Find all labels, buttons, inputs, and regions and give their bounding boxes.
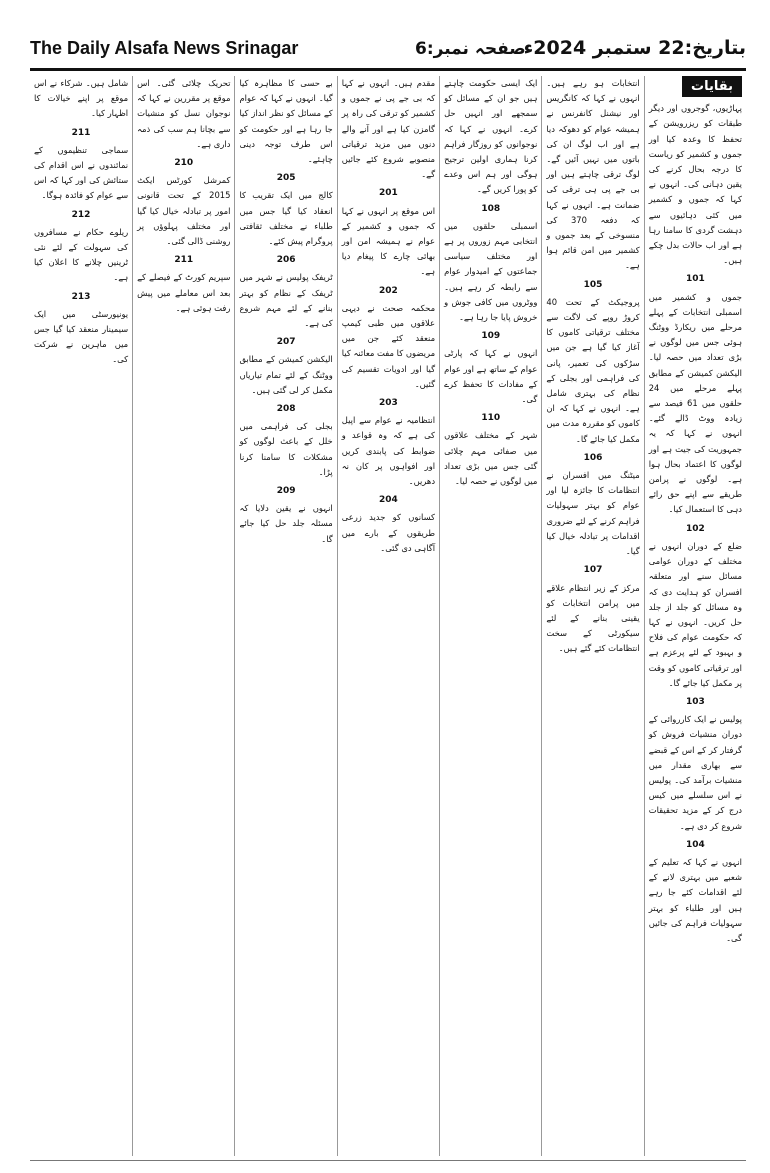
item-number: 107 [583,565,603,576]
article-text: اس موقع پر انہوں نے کہا کہ جموں و کشمیر کے عوام نے ہمیشہ امن اور بھائی چارے کا پیغام دیا ہے۔ [341,205,436,277]
newspaper-name: The Daily Alsafa News Srinagar [30,37,299,58]
item-number: 102 [685,523,705,534]
article-text: جموں و کشمیر میں اسمبلی انتخابات کے پہلے مرحلے میں ریکارڈ ووٹنگ ہوئی جس میں لوگوں نے بڑی تعداد میں حصہ لیا۔ الیکشن کمیشن کے مطابق پہلے مرحلے میں 24 حلقوں میں 61 فیصد سے زیادہ ووٹ ڈالے گئے۔ انہوں نے کہا کہ یہ جمہوریت کی جیت ہے اور لوگوں کا اعتماد بحال ہوا ہے۔ لوگوں نے پرامن طریقے سے اپنے حق رائے دہی کا استعمال کیا۔ [648,291,742,515]
article-text: سپریم کورٹ کے فیصلے کے بعد اس معاملے میں پیش رفت ہوئی ہے۔ [137,272,231,313]
issue-date: بتاریخ:22 ستمبر 2024ء [523,37,746,59]
column-7 [30,76,132,1156]
item-number: 212 [71,209,91,220]
article-text: کسانوں کو جدید زرعی طریقوں کے بارے میں آگاہی دی گئی۔ [341,512,436,553]
item-number: 210 [174,158,194,169]
column-6 [132,76,234,1156]
article-text: یونیورسٹی میں ایک سیمینار منعقد کیا گیا جس میں ماہرین نے شرکت کی۔ [33,308,129,365]
page-number: صفحہ نمبر:6 [415,38,526,59]
item-number: 108 [481,203,501,214]
item-number: 106 [583,452,603,463]
article-columns [30,76,746,1156]
article-text: ضلع کے دوران انہوں نے مختلف کے دوران عوامی مسائل سنے اور متعلقہ افسران کو ہدایت دی کہ وہ مسائل کو جلد از جلد حل کریں۔ انہوں نے کہا کہ حکومت عوام کی فلاح و بہبود کے لئے پرعزم ہے اور ترقیاتی کاموں کو وقت پر مکمل کیا جائے گا۔ [648,540,742,688]
item-number: 205 [276,173,296,184]
article-text: سماجی تنظیموں کے نمائندوں نے اس اقدام کی ستائش کی اور کہا کہ اس سے عوام کو فائدہ ہوگا۔ [33,144,129,201]
item-number: 211 [174,255,194,266]
article-text: انتخابات ہو رہے ہیں۔ انہوں نے کہا کہ کانگریس اور نیشنل کانفرنس نے ہمیشہ عوام کو دھوکہ دیا ہے اور اب لوگ ان کی باتوں میں نہیں آئیں گے۔ لوگ ترقی چاہتے ہیں اور بی جے پی ہی ترقی کی ضمانت ہے۔ انہوں نے کہا کہ دفعہ 370 کی منسوخی کے بعد جموں و کشمیر میں امن قائم ہوا ہے۔ [546,78,640,271]
item-number: 109 [481,331,501,342]
item-number: 206 [276,255,296,266]
article-text: الیکشن کمیشن کے مطابق ووٹنگ کے لئے تمام تیاریاں مکمل کر لی گئی ہیں۔ [239,354,333,395]
article-text: پولیس نے ایک کارروائی کے دوران منشیات فروش کو گرفتار کر کے اس کے قبضے سے بھاری مقدار میں منشیات برآمد کی۔ پولیس نے اس سلسلے میں کیس درج کر کے مزید تحقیقات شروع کر دی ہے۔ [648,714,742,831]
item-number: 211 [71,127,91,138]
article-text: انہوں نے کہا کہ پارٹی عوام کے ساتھ ہے اور عوام کے مفادات کا تحفظ کرے گی۔ [444,348,538,405]
article-text: مقدم ہیں۔ انہوں نے کہا کہ بی جے پی نے جموں و کشمیر کو ترقی کی راہ پر گامزن کیا ہے اور آنے والے دنوں میں مزید ترقیاتی منصوبے شروع کئے جائیں گے۔ [341,78,436,180]
item-number: 207 [276,337,296,348]
column-1 [644,76,746,1156]
article-text: ایک ایسی حکومت چاہتے ہیں جو ان کے مسائل کو سمجھے اور انہیں حل کرے۔ انہوں نے کہا کہ نوجوانوں کو روزگار فراہم کرنا ہماری اولین ترجیح ہوگی اور ہم اس وعدے کو پورا کریں گے۔ [444,78,538,195]
item-number: 208 [276,404,296,415]
item-number: 213 [71,291,91,302]
article-text: انہوں نے یقین دلایا کہ مسئلہ جلد حل کیا جائے گا۔ [239,503,333,544]
article-text: مرکز کے زیر انتظام علاقے میں پرامن انتخابات کو یقینی بنانے کے لئے سیکورٹی کے سخت انتظامات کئے گئے ہیں۔ [546,582,640,654]
article-text: شامل ہیں۔ شرکاء نے اس موقع پر اپنے خیالات کا اظہار کیا۔ [33,78,129,119]
item-number: 104 [685,839,705,850]
item-number: 203 [379,398,398,409]
article-text: بجلی کی فراہمی میں خلل کے باعث لوگوں کو مشکلات کا سامنا کرنا پڑا۔ [239,421,333,477]
column-2 [541,76,643,1156]
masthead [30,28,746,71]
item-number: 101 [685,274,705,285]
article-text: ریلوے حکام نے مسافروں کی سہولت کے لئے نئی ٹرینیں چلانے کا اعلان کیا ہے۔ [33,226,129,283]
article-text: شہر کے مختلف علاقوں میں صفائی مہم چلائی گئی جس میں بڑی تعداد میں لوگوں نے حصہ لیا۔ [444,430,538,487]
item-number: 204 [379,495,398,506]
article-text: انتظامیہ نے عوام سے اپیل کی ہے کہ وہ قواعد و ضوابط کی پابندی کریں اور افواہوں پر کان نہ دھریں۔ [341,415,436,487]
section-heading: بقایات [682,76,742,97]
article-text: پروجیکٹ کے تحت 40 کروڑ روپے کی لاگت سے مختلف ترقیاتی کاموں کا آغاز کیا گیا ہے جن میں سڑکوں کی تعمیر، پانی کی فراہمی اور بجلی کے نظام کی بہتری شامل ہے۔ انہوں نے کہا کہ ان کاموں کو مقررہ مدت میں مکمل کیا جائے گا۔ [546,296,640,444]
item-number: 105 [583,279,603,290]
column-3 [439,76,541,1156]
article-text: ٹریفک پولیس نے شہر میں ٹریفک کے نظام کو بہتر بنانے کے لئے مہم شروع کی ہے۔ [239,272,333,329]
item-number: 201 [379,188,398,199]
item-number: 202 [379,285,398,296]
article-text: انہوں نے کہا کہ تعلیم کے شعبے میں بہتری لانے کے لئے اقدامات کئے جا رہے ہیں اور طلباء کو بہتر سہولیات فراہم کی جائیں گی۔ [648,856,742,943]
article-text: میٹنگ میں افسران نے انتظامات کا جائزہ لیا اور عوام کو بہتر سہولیات فراہم کرنے کے لئے ضروری اقدامات پر تبادلہ خیال کیا گیا۔ [546,470,640,557]
article-text: کمرشل کورٹس ایکٹ 2015 کے تحت قانونی امور پر تبادلہ خیال کیا گیا اور مختلف پہلوؤں پر روشنی ڈالی گئی۔ [137,175,231,247]
item-number: 209 [276,486,296,497]
item-number: 110 [481,413,501,424]
article-text: پہاڑیوں، گوجروں اور دیگر طبقات کو ریزرویشن کے تحفظ کا وعدہ کیا اور جموں و کشمیر کو ریاست کا درجہ بحال کرنے کی یقین دہانی کی۔ انہوں نے کہا کہ جموں و کشمیر میں کئی دہائیوں سے دہشت گردی کا سامنا رہا ہے اور اب حالات بدل چکے ہیں۔ [648,103,742,266]
column-5 [234,76,336,1156]
bottom-rule [30,1160,746,1161]
article-text: کالج میں ایک تقریب کا انعقاد کیا گیا جس میں طلباء نے مختلف ثقافتی پروگرام پیش کئے۔ [239,190,333,247]
column-4 [337,76,439,1156]
article-text: محکمہ صحت نے دیہی علاقوں میں طبی کیمپ منعقد کئے جن میں مریضوں کا مفت معائنہ کیا گیا اور ادویات تقسیم کی گئیں۔ [341,302,436,389]
item-number: 103 [685,696,705,707]
article-text: بے حسی کا مظاہرہ کیا گیا۔ انہوں نے کہا کہ عوام کے مسائل کو نظر انداز کیا جا رہا ہے اور حکومت کو اس طرف توجہ دینی چاہئے۔ [239,78,333,165]
article-text: اسمبلی حلقوں میں انتخابی مہم زوروں پر ہے اور مختلف سیاسی جماعتوں کے امیدوار عوام سے رابطہ کر رہے ہیں۔ ووٹروں میں کافی جوش و خروش پایا جا رہا ہے۔ [444,220,538,323]
article-text: تحریک چلائی گئی۔ اس موقع پر مقررین نے کہا کہ نوجوان نسل کو منشیات سے بچانا ہم سب کی ذمہ داری ہے۔ [137,78,231,149]
